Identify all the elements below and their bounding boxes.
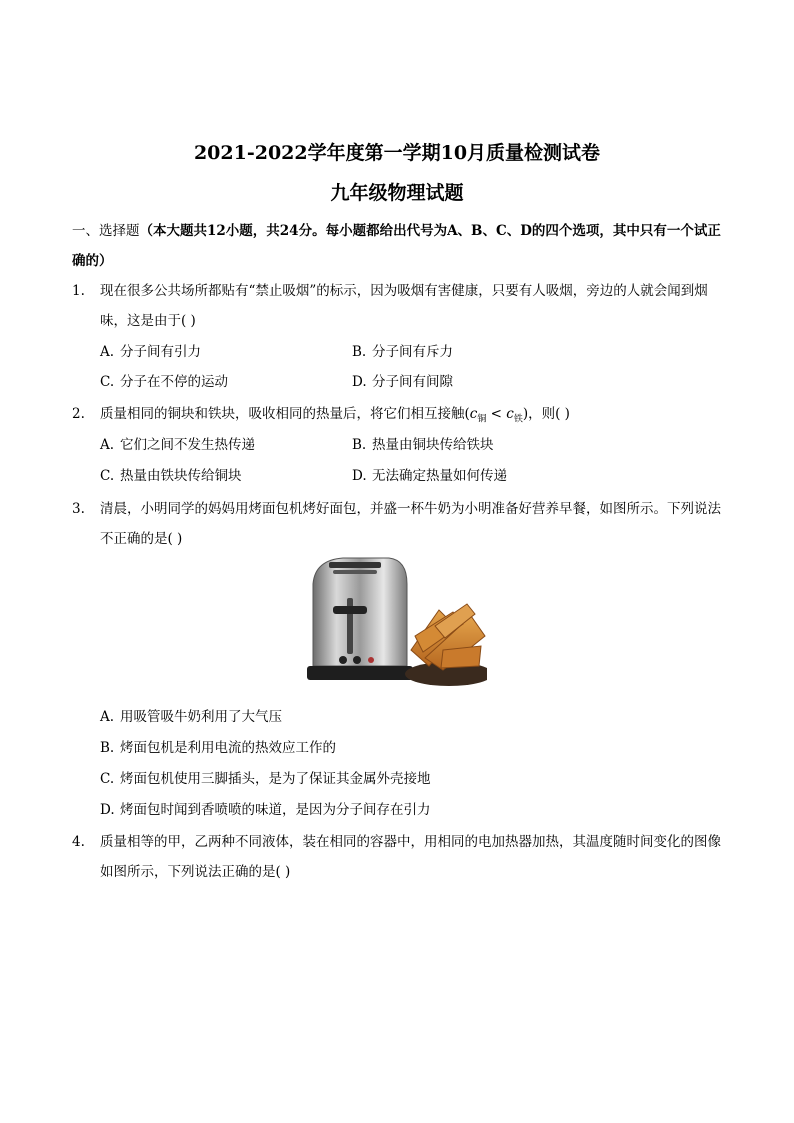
option-b: B. 热量由铜块传给铁块 <box>352 437 494 453</box>
toaster-slot <box>333 570 377 574</box>
option-d: D. 分子间有间隙 <box>352 374 453 390</box>
question-2 <box>72 399 724 435</box>
exam-title: 2021-2022学年度第一学期10月质量检测试卷 <box>193 142 601 164</box>
toaster-knob <box>368 657 374 663</box>
question-4 <box>72 827 724 887</box>
question-1 <box>72 276 724 336</box>
option-a: A. 它们之间不发生热传递 <box>100 437 255 453</box>
option-a: A. 用吸管吸牛奶利用了大气压 <box>100 709 282 725</box>
question-stem: 质量相同的铜块和铁块，吸收相同的热量后，将它们相互接触$(c_铜 < c_铁)$，则( ) <box>100 406 570 425</box>
option-b: B. 烤面包机是利用电流的热效应工作的 <box>100 740 336 756</box>
toast-slice <box>441 646 481 668</box>
option-d: D. 无法确定热量如何传递 <box>352 468 507 484</box>
toaster-base <box>307 666 413 680</box>
option-a: A. 分子间有引力 <box>100 344 201 360</box>
section-instructions: （本大题共12小题，共24分。每小题都给出代号为A、B、C、D的四个选项，其中只有一个试正确的） <box>72 223 721 269</box>
question-3 <box>72 494 724 554</box>
toaster-knob <box>339 656 347 664</box>
question-number: 4. <box>72 834 85 850</box>
question-stem: 清晨，小明同学的妈妈用烤面包机烤好面包，并盛一杯牛奶为小明准备好营养早餐，如图所示。下列说法不正确的是( ) <box>100 501 721 547</box>
toaster-slot <box>329 562 381 568</box>
question-stem: 现在很多公共场所都贴有“禁止吸烟”的标示，因为吸烟有害健康，只要有人吸烟，旁边的人就会闻到烟味，这是由于( ) <box>100 283 708 329</box>
toaster-photo <box>303 554 487 698</box>
exam-subtitle: 九年级物理试题 <box>330 182 464 204</box>
option-c: C. 分子在不停的运动 <box>100 374 228 390</box>
question-number: 2. <box>72 406 85 422</box>
option-c: C. 热量由铁块传给铜块 <box>100 468 242 484</box>
option-d: D. 烤面包时闻到香喷喷的味道，是因为分子间存在引力 <box>100 802 431 818</box>
question-stem: 质量相等的甲，乙两种不同液体，装在相同的容器中，用相同的电加热器加热，其温度随时间变化的图像如图所示，下列说法正确的是( ) <box>100 834 721 880</box>
toaster-lever <box>333 606 367 614</box>
question-number: 1. <box>72 283 85 299</box>
option-b: B. 分子间有斥力 <box>352 344 453 360</box>
question-number: 3. <box>72 501 85 517</box>
option-c: C. 烤面包机使用三脚插头，是为了保证其金属外壳接地 <box>100 771 431 787</box>
section-label: 一、选择题 <box>72 223 140 239</box>
toaster-knob <box>353 656 361 664</box>
section-heading <box>72 216 724 276</box>
